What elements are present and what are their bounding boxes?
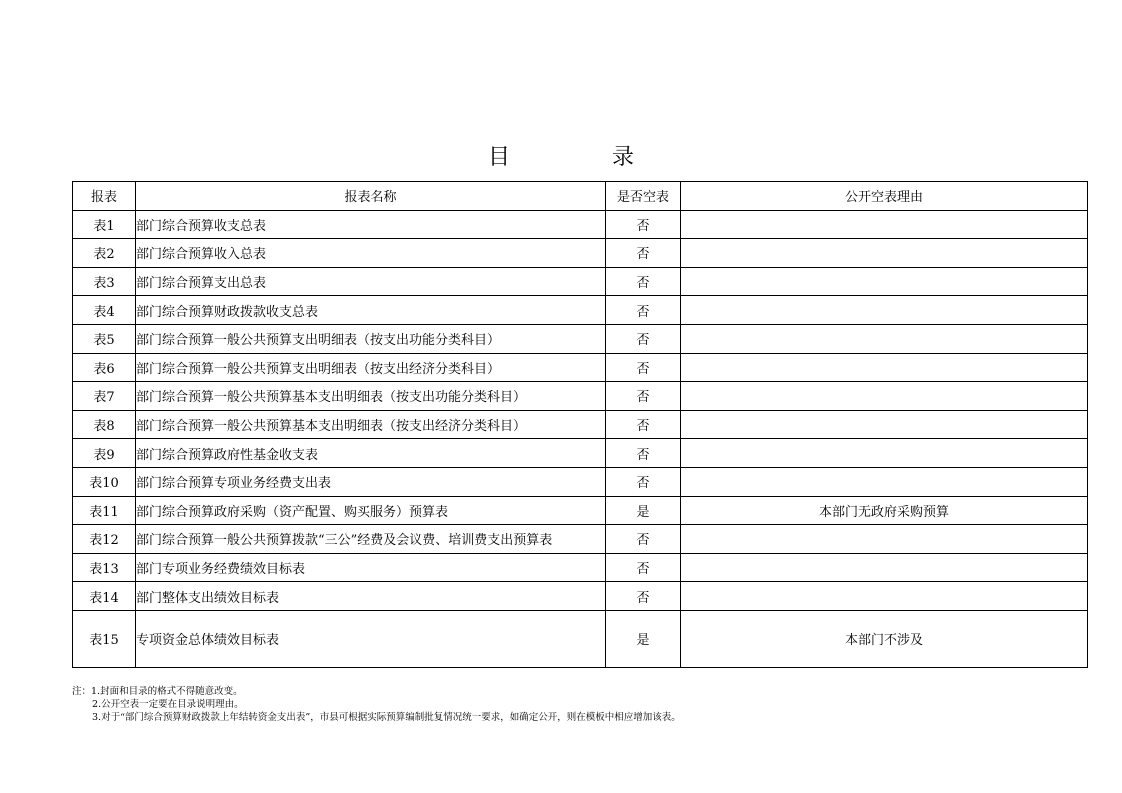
table-body xyxy=(73,210,1088,667)
table-row xyxy=(73,582,1088,611)
table-row xyxy=(73,525,1088,554)
table-row xyxy=(73,382,1088,411)
note-3: 3.对于“部门综合预算财政拨款上年结转资金支出表”，市县可根据实际预算编制批复情况统一要求，如确定公开，则在模板中相应增加该表。 xyxy=(92,712,681,723)
row-reason xyxy=(681,410,1088,439)
table-row xyxy=(73,210,1088,239)
row-is-empty: 否 xyxy=(606,553,681,582)
table-row xyxy=(73,610,1088,667)
row-id: 表5 xyxy=(73,324,136,353)
row-reason xyxy=(681,582,1088,611)
table-row xyxy=(73,324,1088,353)
row-name: 部门综合预算政府性基金收支表 xyxy=(136,439,606,468)
row-reason xyxy=(681,324,1088,353)
row-name: 部门综合预算专项业务经费支出表 xyxy=(136,467,606,496)
row-id: 表12 xyxy=(73,525,136,554)
table-row xyxy=(73,239,1088,268)
row-id: 表10 xyxy=(73,467,136,496)
row-reason xyxy=(681,353,1088,382)
row-reason xyxy=(681,239,1088,268)
row-is-empty: 否 xyxy=(606,439,681,468)
row-name: 部门综合预算支出总表 xyxy=(136,267,606,296)
table-row xyxy=(73,467,1088,496)
row-reason: 本部门无政府采购预算 xyxy=(681,496,1088,525)
row-id: 表2 xyxy=(73,239,136,268)
row-id: 表6 xyxy=(73,353,136,382)
row-is-empty: 是 xyxy=(606,496,681,525)
row-name: 部门综合预算政府采购（资产配置、购买服务）预算表 xyxy=(136,496,606,525)
row-is-empty: 否 xyxy=(606,582,681,611)
row-reason xyxy=(681,382,1088,411)
row-is-empty: 否 xyxy=(606,239,681,268)
row-name: 部门综合预算一般公共预算拨款“三公”经费及会议费、培训费支出预算表 xyxy=(136,525,606,554)
note-2: 2.公开空表一定要在目录说明理由。 xyxy=(92,699,244,710)
row-reason xyxy=(681,525,1088,554)
header-id: 报表 xyxy=(73,182,136,211)
page-title: 目 录 xyxy=(487,145,674,170)
row-name: 部门综合预算财政拨款收支总表 xyxy=(136,296,606,325)
row-reason: 本部门不涉及 xyxy=(681,610,1088,667)
row-name: 专项资金总体绩效目标表 xyxy=(136,610,606,667)
row-is-empty: 否 xyxy=(606,467,681,496)
row-id: 表4 xyxy=(73,296,136,325)
row-id: 表11 xyxy=(73,496,136,525)
row-is-empty: 否 xyxy=(606,410,681,439)
row-name: 部门专项业务经费绩效目标表 xyxy=(136,553,606,582)
header-is-empty: 是否空表 xyxy=(606,182,681,211)
row-name: 部门整体支出绩效目标表 xyxy=(136,582,606,611)
header-name: 报表名称 xyxy=(136,182,606,211)
table-row xyxy=(73,353,1088,382)
row-id: 表7 xyxy=(73,382,136,411)
row-name: 部门综合预算一般公共预算基本支出明细表（按支出功能分类科目） xyxy=(136,382,606,411)
row-id: 表14 xyxy=(73,582,136,611)
row-name: 部门综合预算收入总表 xyxy=(136,239,606,268)
note-1: 注：1.封面和目录的格式不得随意改变。 xyxy=(72,686,243,697)
row-is-empty: 是 xyxy=(606,610,681,667)
row-reason xyxy=(681,267,1088,296)
row-is-empty: 否 xyxy=(606,525,681,554)
row-name: 部门综合预算一般公共预算支出明细表（按支出功能分类科目） xyxy=(136,324,606,353)
table-row xyxy=(73,296,1088,325)
row-reason xyxy=(681,439,1088,468)
row-id: 表15 xyxy=(73,610,136,667)
header-reason: 公开空表理由 xyxy=(681,182,1088,211)
row-id: 表8 xyxy=(73,410,136,439)
row-reason xyxy=(681,210,1088,239)
footnotes xyxy=(72,685,681,724)
table-row xyxy=(73,410,1088,439)
row-name: 部门综合预算一般公共预算基本支出明细表（按支出经济分类科目） xyxy=(136,410,606,439)
row-id: 表1 xyxy=(73,210,136,239)
row-reason xyxy=(681,467,1088,496)
row-id: 表3 xyxy=(73,267,136,296)
row-reason xyxy=(681,553,1088,582)
row-name: 部门综合预算收支总表 xyxy=(136,210,606,239)
table-row xyxy=(73,496,1088,525)
row-is-empty: 否 xyxy=(606,267,681,296)
row-id: 表13 xyxy=(73,553,136,582)
table-row xyxy=(73,267,1088,296)
row-is-empty: 否 xyxy=(606,296,681,325)
row-name: 部门综合预算一般公共预算支出明细表（按支出经济分类科目） xyxy=(136,353,606,382)
row-id: 表9 xyxy=(73,439,136,468)
table-row xyxy=(73,553,1088,582)
toc-table xyxy=(72,181,1088,668)
row-is-empty: 否 xyxy=(606,210,681,239)
row-reason xyxy=(681,296,1088,325)
row-is-empty: 否 xyxy=(606,324,681,353)
row-is-empty: 否 xyxy=(606,353,681,382)
row-is-empty: 否 xyxy=(606,382,681,411)
table-row xyxy=(73,439,1088,468)
table-header-row xyxy=(73,182,1088,211)
